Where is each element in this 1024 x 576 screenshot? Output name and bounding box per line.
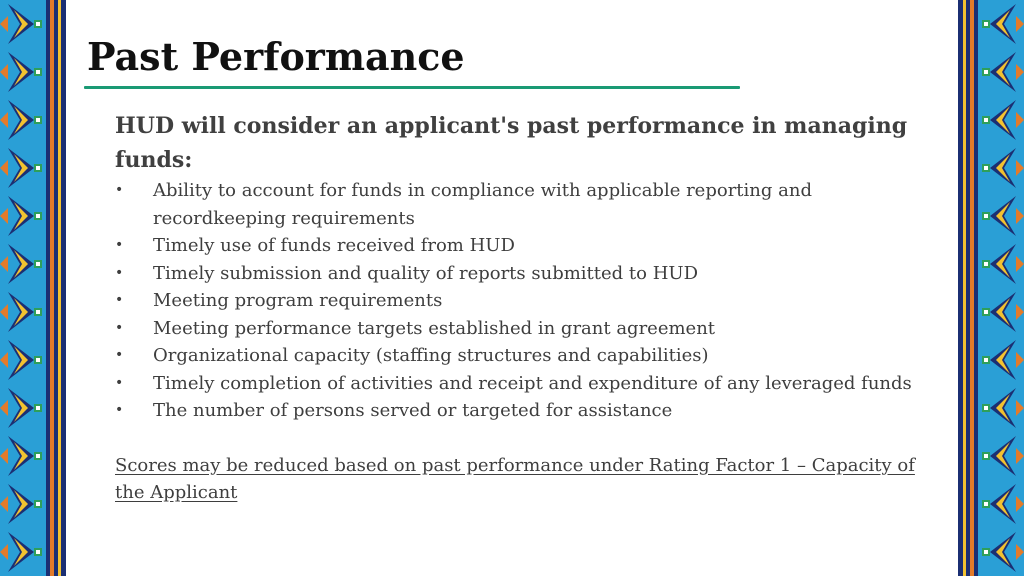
list-item-text: Timely use of funds received from HUD (153, 235, 515, 256)
list-item-text: Timely submission and quality of reports submitted to HUD (153, 262, 699, 284)
bullet-icon: • (115, 292, 124, 308)
list-item-text: Ability to account for funds in compliance with applicable reporting and recordkeeping requirements (153, 180, 812, 229)
left-decorative-border (0, 0, 66, 576)
list-item-text: Organizational capacity (staffing structures and capabilities) (153, 345, 709, 366)
list-item-text: Meeting performance targets established in grant agreement (153, 317, 716, 339)
slide-title: Past Performance (87, 34, 465, 79)
right-decorative-border (958, 0, 1024, 576)
border-pattern (958, 0, 1024, 576)
bullet-icon: • (115, 237, 124, 253)
bullet-icon: • (115, 374, 124, 391)
list-item (115, 232, 915, 260)
list-item (115, 342, 915, 370)
bullet-icon: • (115, 347, 124, 363)
list-item (115, 397, 915, 425)
list-item (115, 315, 915, 343)
lead-statement: HUD will consider an applicant's past performance in managing funds: (115, 113, 908, 173)
bullet-icon: • (115, 182, 124, 198)
list-item-text: Timely completion of activities and receipt and expenditure of any leveraged funds (153, 372, 912, 394)
criteria-list (115, 177, 915, 425)
list-item (115, 260, 915, 288)
bullet-icon: • (115, 264, 124, 281)
slide-content (66, 0, 958, 576)
border-pattern (0, 0, 66, 576)
bullet-icon: • (115, 402, 124, 418)
list-item-text: The number of persons served or targeted for assistance (153, 400, 673, 421)
scoring-note: Scores may be reduced based on past performance under Rating Factor 1 – Capacity of the Applicant (115, 454, 915, 503)
bullet-icon: • (115, 319, 124, 336)
list-item (115, 370, 915, 398)
title-underline-rule (84, 86, 740, 89)
list-item (115, 177, 915, 232)
list-item (115, 287, 915, 315)
slide-body (115, 109, 915, 507)
list-item-text: Meeting program requirements (153, 290, 443, 311)
